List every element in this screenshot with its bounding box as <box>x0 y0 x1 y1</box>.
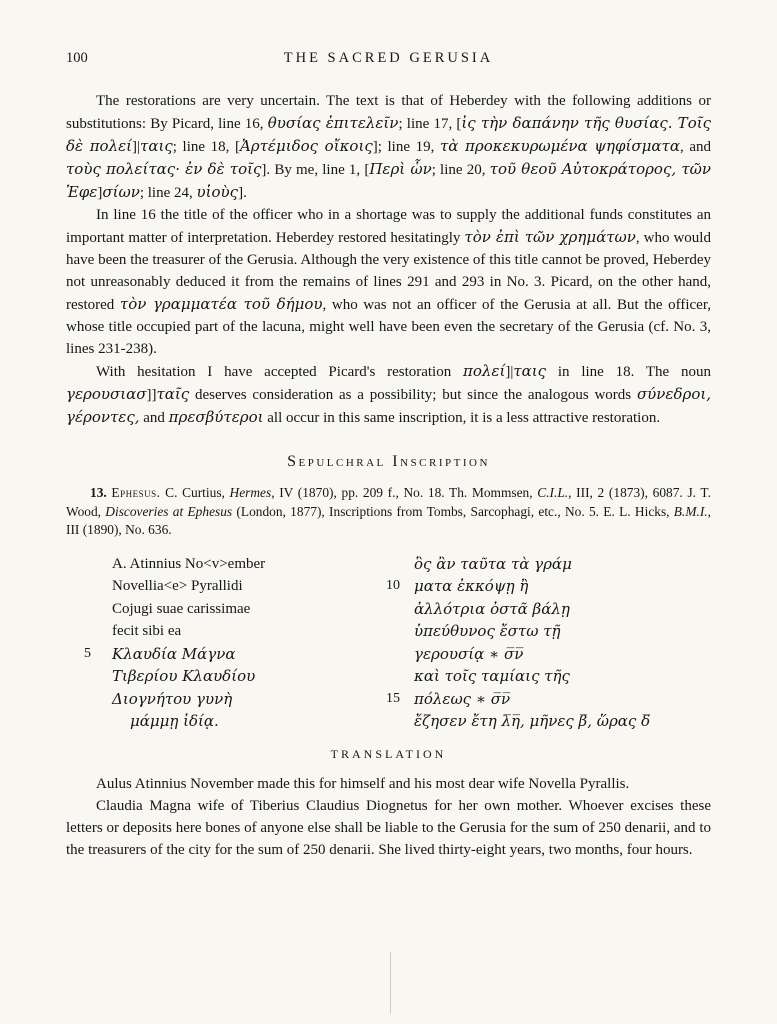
line-number <box>386 643 414 666</box>
greek-text: υἱοὺς <box>196 183 239 201</box>
greek-text: τὸν ἐπὶ τῶν χρημάτων <box>464 228 636 246</box>
line-text: καὶ τοῖς ταμίαις τῆς <box>414 667 570 686</box>
greek-text: τοὺς πολείτας· ἐν δὲ τοῖς <box>66 160 262 178</box>
text-segment: The restorations are very uncertain. The text is that of Heberdey with the following additions or substitutions: By Picard, line 16, <box>66 93 711 132</box>
text-segment: (London, 1877), Inscriptions from Tombs, Sarcophagi, etc., No. 5. E. L. Hicks, <box>232 503 674 519</box>
line-number <box>386 553 414 576</box>
line-number <box>84 598 112 621</box>
line-text: Κλαυδία Μάγνα <box>112 644 236 663</box>
inscription-line <box>84 688 372 711</box>
inscription-line <box>386 598 650 621</box>
bibliography-entry <box>66 484 711 540</box>
line-text: Τιβερίου Κλαυδίου <box>112 667 256 686</box>
line-text: fecit sibi ea <box>112 623 182 640</box>
text-segment: ]. By me, line 1, [ <box>261 162 370 178</box>
text-segment: in line 18. The noun <box>546 364 711 380</box>
line-text: Cojugi suae carissimae <box>112 600 251 617</box>
greek-text: σίων <box>102 183 140 201</box>
line-number <box>84 688 112 711</box>
line-number <box>84 575 112 598</box>
inscription-line <box>84 598 372 621</box>
line-text: πόλεως ∗ σ̅ν̅ <box>414 689 511 708</box>
greek-text: τὰ προκεκυρωμένα ψηφίσματα <box>439 137 680 155</box>
greek-text: τὸν γραμματέα τοῦ δήμου <box>119 295 323 313</box>
inscription-line <box>386 553 650 576</box>
inscription-line <box>84 665 372 688</box>
inscription-block <box>66 553 711 733</box>
line-number: 10 <box>386 578 400 594</box>
text-segment: , IV (1870), pp. 209 f., No. 18. Th. Mommsen, <box>271 485 538 500</box>
line-number <box>84 620 112 643</box>
inscription-line <box>386 575 650 598</box>
inscription-left-column <box>84 553 372 733</box>
inscription-line <box>84 643 372 666</box>
line-text: ὃς ἂν ταῦτα τὰ γράμ <box>414 554 572 573</box>
italic-text: Hermes <box>229 485 272 500</box>
inscription-right-column <box>386 553 650 733</box>
inscription-line <box>386 710 650 733</box>
text-segment: deserves consideration as a possibility; but since the analogous words <box>189 387 637 403</box>
line-text: ματα ἐκκόψῃ ἢ <box>414 577 529 596</box>
line-number <box>386 598 414 621</box>
inscription-line <box>84 575 372 598</box>
text-segment: ]] <box>146 387 157 403</box>
line-text: Novellia<e> Pyrallidi <box>112 578 243 595</box>
page-number: 100 <box>66 50 88 66</box>
text-segment: , and <box>679 139 711 155</box>
line-number: 15 <box>386 690 400 706</box>
greek-text: Ἀρτέμιδος οἴκοις <box>239 137 373 155</box>
line-number: 5 <box>84 645 91 661</box>
line-number <box>84 553 112 576</box>
text-segment: all occur in this same inscription, it is a less attractive restoration. <box>263 410 661 426</box>
text-segment: In line 16 the title of the officer who in a shortage was to supply the additional funds constitutes an important matter of interpretation. Heberdey restored hesitatingly <box>66 207 711 246</box>
line-number <box>84 665 112 688</box>
text-segment: , III (1890), No. 636. <box>66 503 711 538</box>
line-text: ἀλλότρια ὀστᾶ βάλῃ <box>414 599 570 618</box>
text-segment: ; line 20, <box>431 162 490 178</box>
paragraph-picard-restoration <box>66 360 711 429</box>
inscription-line <box>386 688 650 711</box>
translation-paragraph-1: Aulus Atinnius November made this for himself and his most dear wife Novella Pyrallis. <box>96 775 630 792</box>
line-text: A. Atinnius No<v>ember <box>112 555 266 572</box>
paragraph-line16-officer <box>66 204 711 360</box>
text-segment: , who would have been the treasurer of the Gerusia. Although the very existence of this title cannot be proved, Heberdey not unreasonably deduced it from the remains of lines 291 and 293 in No. 3. Picard, on the other hand, restored <box>66 230 711 313</box>
smallcaps-text: Ephesus. <box>111 485 161 500</box>
translation-paragraph-2: Claudia Magna wife of Tiberius Claudius Diognetus for her own mother. Whoever excises these letters or deposits here bones of anyone else shall be liable to the Gerusia for the sum of 250 denarii, and to the treasurers of the city for the sum of 250 denarii. She lived thirty-eight years, two months, four hours. <box>66 797 711 858</box>
inscription-line <box>84 553 372 576</box>
italic-text: C.I.L. <box>537 485 569 500</box>
text-segment: , III, 2 (1873), 6087. J. T. Wood, <box>66 485 711 519</box>
text-segment: C. Curtius, <box>160 485 230 500</box>
italic-text: B.M.I. <box>673 503 708 519</box>
greek-text: πολεί <box>463 362 506 380</box>
greek-text: γερουσιασ <box>66 385 147 403</box>
text-segment: , who was not an officer of the Gerusia at all. But the officer, whose title occupied part of the lacuna, might well have been even the secretary of the Gerusia (cf. No. 3, lines 231-238). <box>66 297 711 357</box>
text-segment: ]. <box>238 185 247 201</box>
inscription-line <box>84 710 372 733</box>
line-number <box>386 710 414 733</box>
line-number <box>386 620 414 643</box>
greek-text: ταῖς <box>156 385 190 403</box>
line-text: ἔζησεν ἔτη λ̅η̅, μῆνες β̅, ὥρας δ̅ <box>414 712 651 731</box>
inscription-line <box>386 643 650 666</box>
scan-fold-mark <box>390 952 391 1014</box>
greek-text: πρεσβύτεροι <box>168 408 264 426</box>
text-segment: ]; line 19, <box>372 139 440 155</box>
line-text: ὑπεύθυνος ἔστω τῇ <box>414 622 561 641</box>
text-segment: ] <box>97 185 103 201</box>
greek-text: σύνεδροι, γέροντες, <box>66 385 711 426</box>
text-segment: ; line 17, [ <box>398 116 462 132</box>
section-heading: Sepulchral Inscription <box>287 453 490 470</box>
greek-text: Περὶ ὧν <box>369 160 432 178</box>
line-number <box>84 710 112 733</box>
inscription-line <box>386 620 650 643</box>
greek-text: τοῦ θεοῦ Αὐτοκράτορος, τῶν Ἐφε <box>66 160 711 201</box>
text-segment: With hesitation I have accepted Picard's restoration <box>96 364 464 380</box>
text-segment: and <box>139 410 169 426</box>
line-text: μάμμῃ ἰδίᾳ. <box>130 712 219 731</box>
greek-text: ἰς τὴν δαπάνην τῆς θυσίας. Τοῖς δὲ πολεί <box>66 114 712 155</box>
greek-text: ταις <box>140 137 173 155</box>
text-segment: ]| <box>505 364 514 380</box>
line-text: Διογνήτου γυνὴ <box>112 689 233 708</box>
text-segment: ; line 18, [ <box>172 139 240 155</box>
line-number <box>386 665 414 688</box>
greek-text: θυσίας ἐπιτελεῖν <box>267 114 399 132</box>
line-text: γερουσίᾳ ∗ σ̅ν̅ <box>414 644 524 663</box>
page-header <box>66 50 711 68</box>
greek-text: ταις <box>513 362 547 380</box>
bold-text: 13. <box>90 485 107 500</box>
text-segment: ]| <box>132 139 141 155</box>
translation-heading: TRANSLATION <box>330 746 447 761</box>
running-title: THE SACRED GERUSIA <box>283 50 494 66</box>
inscription-line <box>84 620 372 643</box>
paragraph-restorations <box>66 90 711 204</box>
inscription-line <box>386 665 650 688</box>
italic-text: Discoveries at Ephesus <box>105 503 233 519</box>
text-segment: ; line 24, <box>139 185 197 201</box>
